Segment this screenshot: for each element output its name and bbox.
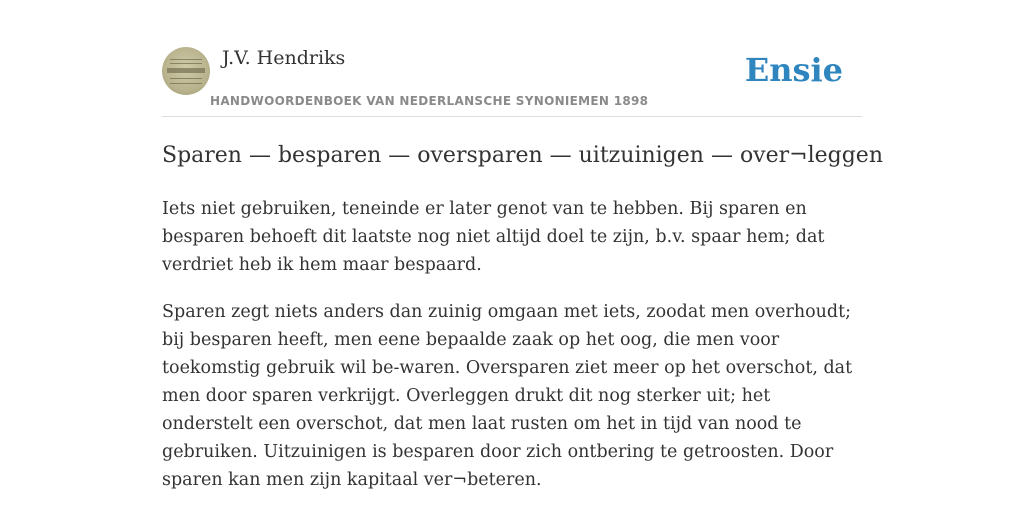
book-cover-icon[interactable]	[162, 47, 210, 95]
entry-paragraph-2: Sparen zegt niets anders dan zuinig omgaan met iets, zoodat men overhoudt; bij besparen heeft, men eene bepaalde zaak op het oog, die men voor toekomstig gebruik wil be-waren. Oversparen ziet meer op het overschot, dat men door sparen verkrijgt. Overleggen drukt dit nog sterker uit; het onderstelt een overschot, dat men laat rusten om het in tijd van nood te gebruiken. Uitzuinigen is besparen door zich ontbering te getroosten. Door sparen kan men zijn kapitaal ver¬beteren.	[162, 302, 853, 490]
entry-header	[162, 0, 862, 117]
source-title[interactable]: HANDWOORDENBOEK VAN NEDERLANSCHE SYNONIEMEN 1898	[210, 94, 649, 108]
ensie-logo[interactable]: Ensie	[744, 51, 843, 89]
entry-paragraph-1: Iets niet gebruiken, teneinde er later genot van te hebben. Bij sparen en besparen behoeft dit laatste nog niet altijd doel te zijn, b.v. spaar hem; dat verdriet heb ik hem maar bespaard.	[162, 199, 825, 275]
entry-card	[162, 0, 883, 494]
author-name[interactable]: J.V. Hendriks	[222, 47, 346, 69]
entry-title: Sparen — besparen — oversparen — uitzuinigen — over¬leggen	[162, 143, 883, 168]
